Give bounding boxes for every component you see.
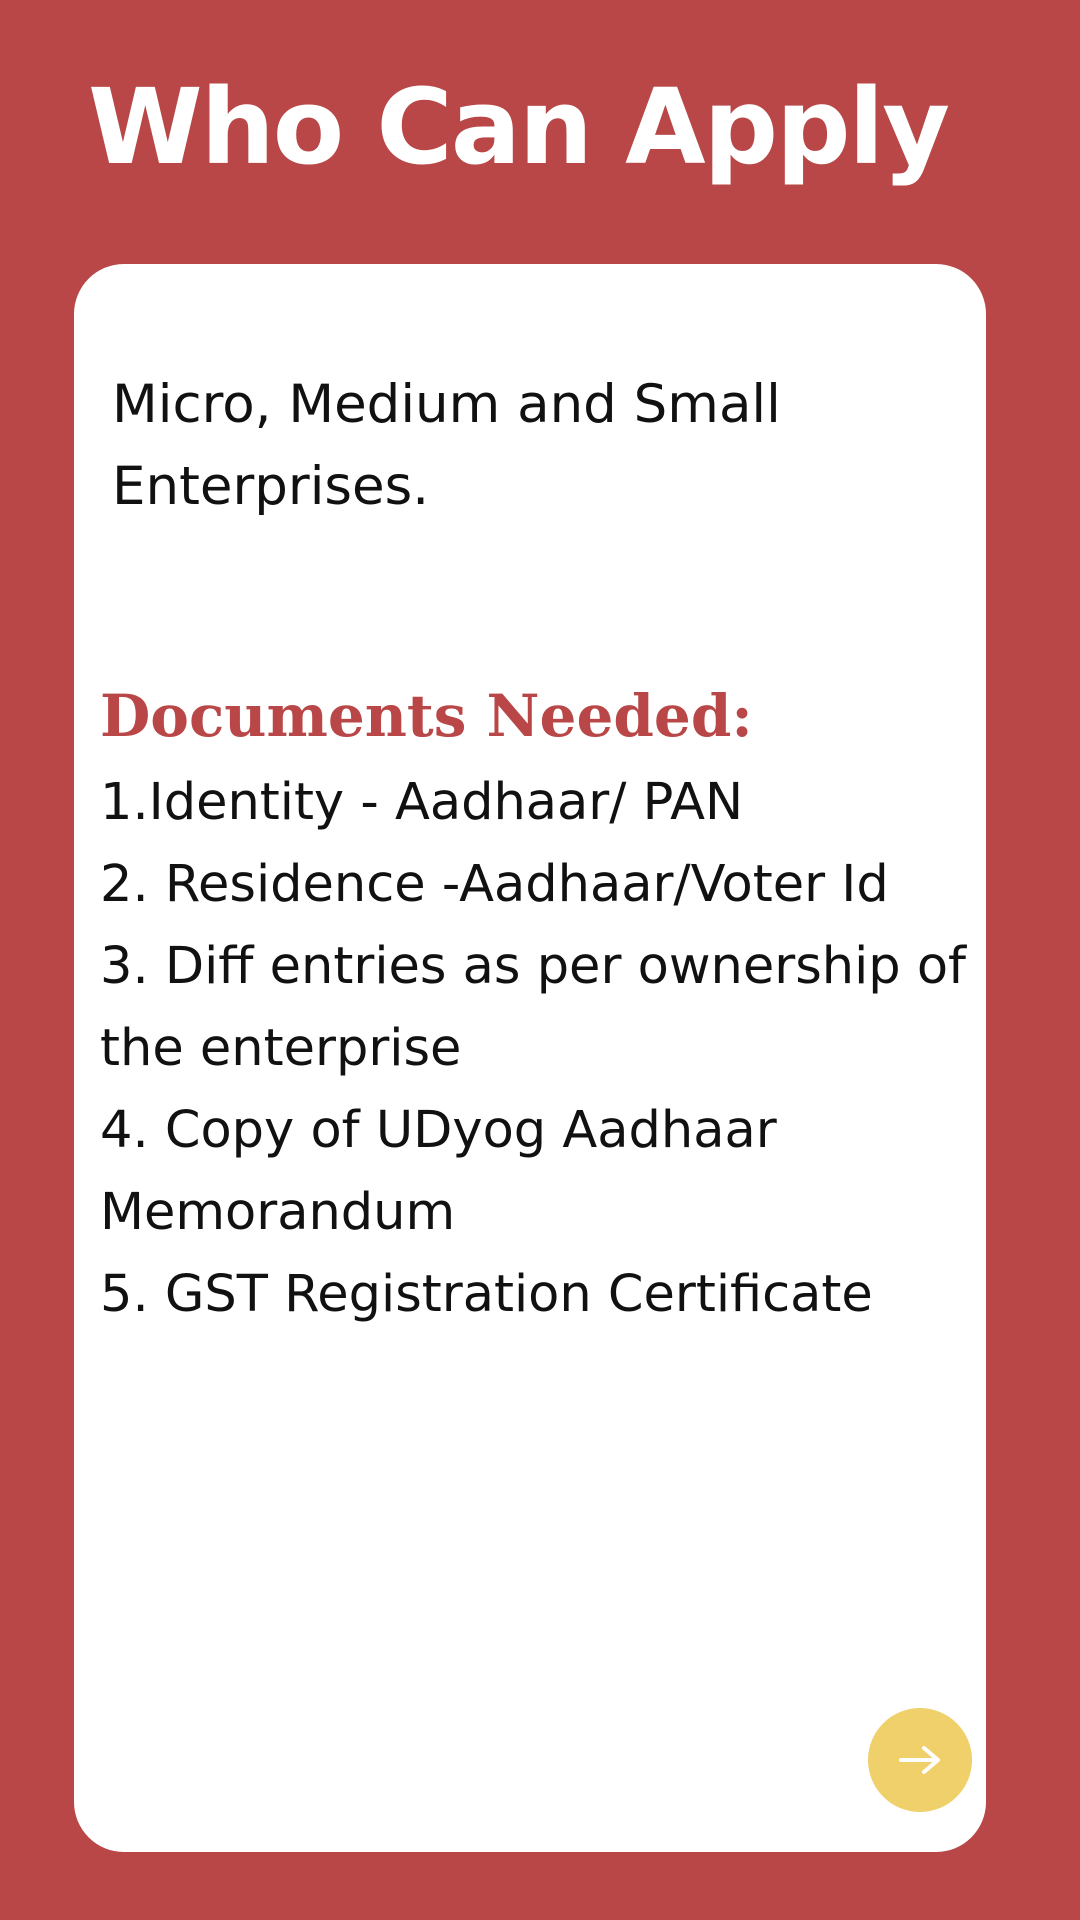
documents-heading: Documents Needed: xyxy=(100,682,753,750)
documents-list xyxy=(100,762,980,1336)
document-item-gst: 5. GST Registration Certificate xyxy=(100,1265,873,1324)
eligibility-text: Micro, Medium and Small Enterprises. xyxy=(112,374,781,517)
arrow-right-icon xyxy=(898,1745,942,1775)
document-item-residence: 2. Residence -Aadhaar/Voter Id xyxy=(100,855,889,914)
page-title: Who Can Apply xyxy=(88,66,948,188)
next-button[interactable] xyxy=(868,1708,972,1812)
document-item-identity: 1.Identity - Aadhaar/ PAN xyxy=(100,773,744,832)
document-item-udyog-aadhaar: 4. Copy of UDyog Aadhaar Memorandum xyxy=(100,1101,777,1242)
info-card xyxy=(74,264,986,1852)
document-item-ownership: 3. Diff entries as per ownership of the enterprise xyxy=(100,937,967,1078)
